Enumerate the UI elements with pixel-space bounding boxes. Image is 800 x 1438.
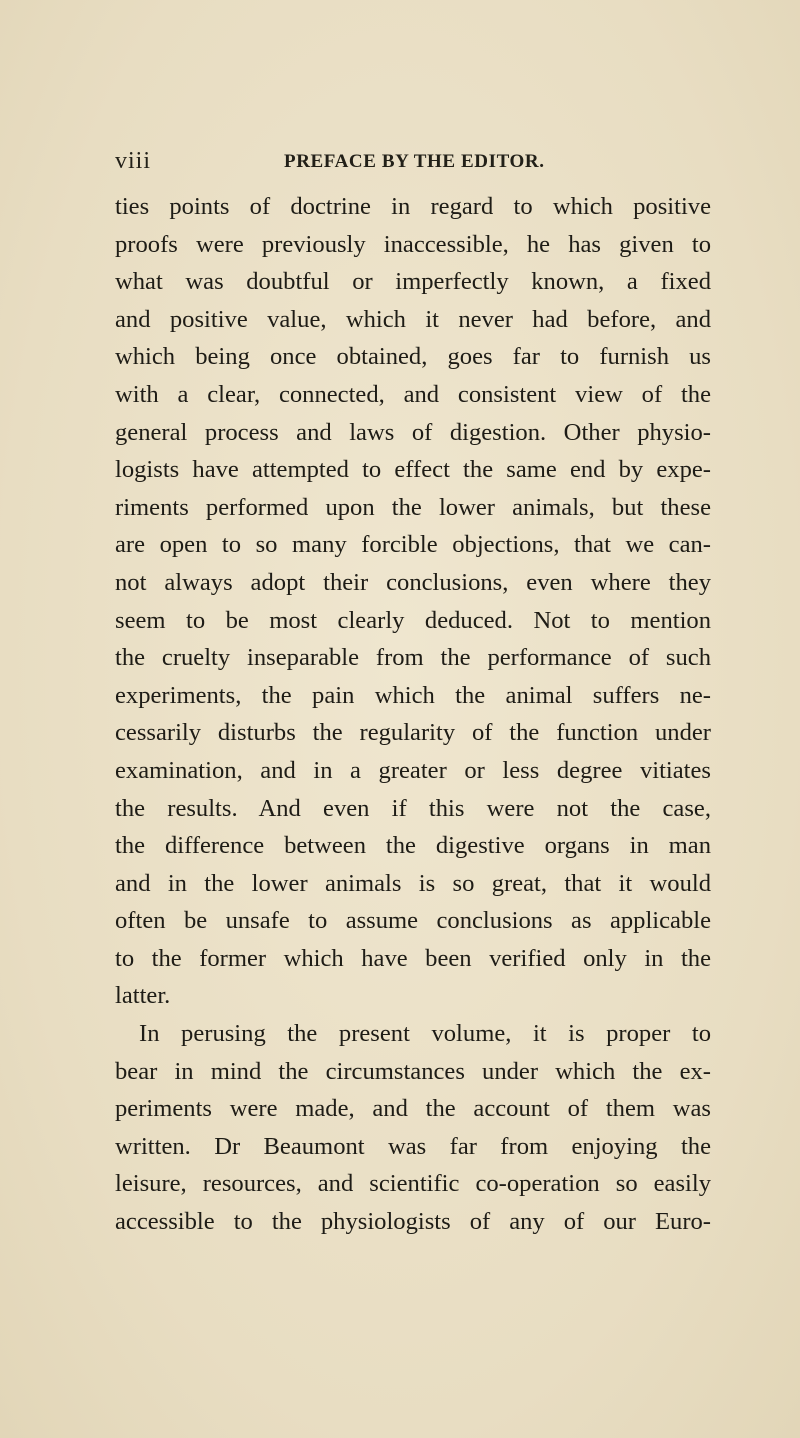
text-line: cessarily disturbs the regularity of the function under — [115, 719, 711, 747]
text-line: periments were made, and the account of them was — [115, 1095, 711, 1123]
text-line: proofs were previously inaccessible, he has given to — [115, 230, 711, 258]
text-line: written. Dr Beaumont was far from enjoying the — [115, 1132, 711, 1160]
text-line: examination, and in a greater or less degree vitiates — [115, 756, 711, 784]
text-line: bear in mind the circumstances under which the ex- — [115, 1057, 711, 1085]
text-line: which being once obtained, goes far to furnish us — [115, 343, 711, 371]
text-line: with a clear, connected, and consistent view of the — [115, 380, 711, 408]
text-line: and in the lower animals is so great, that it would — [115, 869, 711, 897]
text-line: leisure, resources, and scientific co-operation so easily — [115, 1170, 711, 1198]
text-line: accessible to the physiologists of any of our Euro- — [115, 1208, 711, 1236]
text-line: and positive value, which it never had before, and — [115, 305, 711, 333]
text-line: experiments, the pain which the animal suffers ne- — [115, 681, 711, 709]
text-line: seem to be most clearly deduced. Not to mention — [115, 606, 711, 634]
running-head: PREFACE BY THE EDITOR. — [284, 151, 545, 172]
page-header — [115, 148, 715, 174]
text-line: the difference between the digestive organs in man — [115, 832, 711, 860]
text-line: general process and laws of digestion. Other physio- — [115, 418, 711, 446]
body-text — [115, 188, 711, 1241]
text-line: logists have attempted to effect the same end by expe- — [115, 456, 711, 484]
text-line: often be unsafe to assume conclusions as applicable — [115, 907, 711, 935]
text-line: riments performed upon the lower animals, but these — [115, 493, 711, 521]
text-line: not always adopt their conclusions, even where they — [115, 568, 711, 596]
page-number: viii — [115, 148, 152, 174]
text-line: are open to so many forcible objections, that we can- — [115, 531, 711, 559]
text-line: ties points of doctrine in regard to which positive — [115, 193, 711, 220]
paragraph-start-line: In perusing the present volume, it is proper to — [139, 1020, 711, 1048]
text-line: latter. — [115, 982, 171, 1010]
text-line: what was doubtful or imperfectly known, a fixed — [115, 268, 711, 296]
text-line: the results. And even if this were not the case, — [115, 794, 711, 822]
text-line: the cruelty inseparable from the performance of such — [115, 644, 711, 672]
text-line: to the former which have been verified only in the — [115, 944, 711, 972]
